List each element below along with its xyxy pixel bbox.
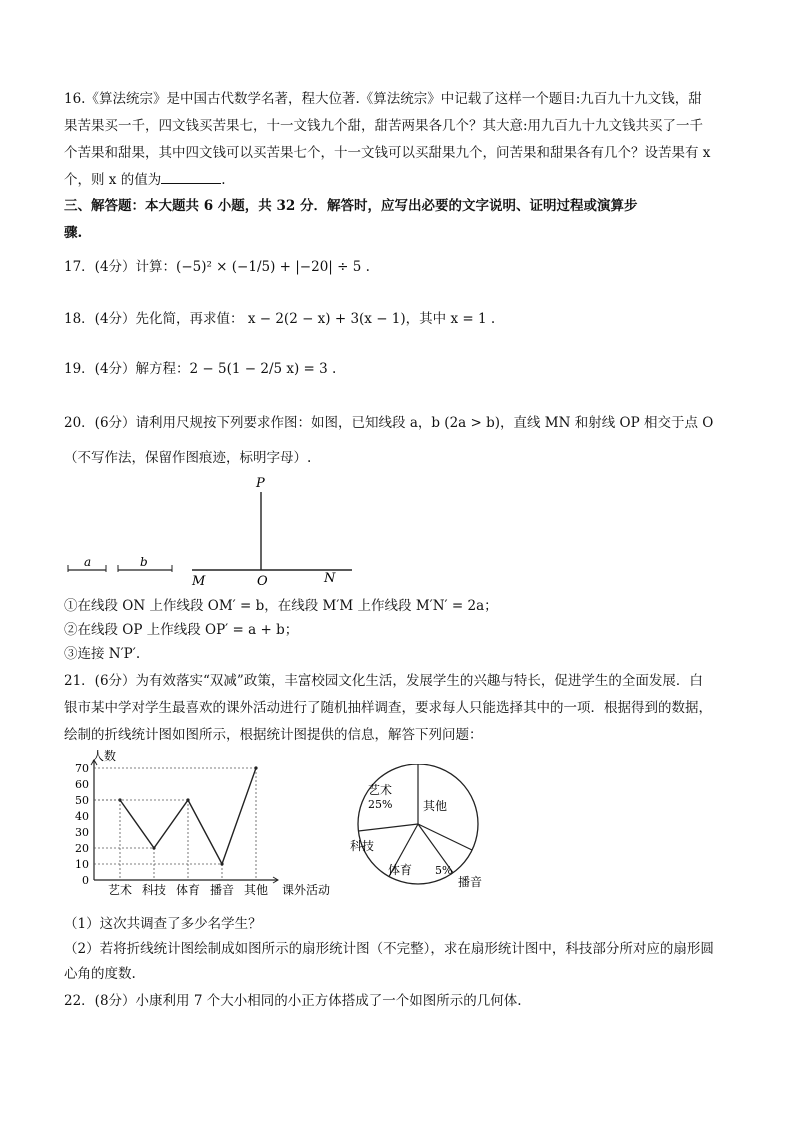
q20-steps (64, 594, 744, 666)
pie-divider (358, 824, 418, 831)
q21-sub2-line2: 心角的度数. (64, 966, 136, 982)
y-tick-label: 50 (75, 794, 89, 807)
question-17 (64, 254, 744, 281)
q21-sub2-line1: （2）若将折线统计图绘制成如图所示的扇形统计图（不完整），求在扇形统计图中，科技部分所对应的扇形圆 (64, 941, 714, 957)
q16-line3: 个苦果和甜果，其中四文钱可以买苦果七个，十一文钱可以买甜果九个，问苦果和甜果各有几个？设苦果有 x (64, 145, 711, 161)
q17-expression: (−5)² × (−1/5) + |−20| ÷ 5 . (176, 259, 370, 275)
y-axis-label: 人数 (92, 749, 117, 763)
y-tick-label: 60 (75, 778, 89, 791)
q20-step3: ③连接 N′P′. (64, 646, 141, 662)
x-tick-label: 播音 (209, 883, 235, 897)
question-22: 22．(8分）小康利用 7 个大小相同的小正方体搭成了一个如图所示的几何体. (64, 993, 522, 1009)
question-18: 18．(4分）先化简，再求值： x − 2(2 − x) + 3(x − 1)，其中 x = 1 . (64, 311, 496, 327)
y-tick-label: 30 (75, 826, 89, 839)
question-21 (64, 668, 744, 749)
q19-expression: 2 − 5(1 − 2/5 x) = 3 . (189, 361, 337, 377)
pie-value-broadcast: 5% (435, 864, 453, 877)
pie-divider (418, 824, 472, 850)
q16-line1: 16.《算法统宗》是中国古代数学名著，程大位著.《算法统宗》中记载了这样一个题目:九百九十九文钱，甜 (64, 91, 702, 107)
x-tick-label: 体育 (175, 883, 201, 897)
q16-line4: 个，则 x 的值为 . (64, 167, 744, 194)
q20-line1: 20．(6分）请利用尺规按下列要求作图：如图，已知线段 a，b (2a > b)，直线 MN 和射线 OP 相交于点 O (64, 415, 714, 431)
y-tick-label: 10 (75, 858, 89, 871)
q16-line2: 果苦果买一千，四文钱买苦果七，十一文钱九个甜，甜苦两果各几个？其大意:用九百九十九文钱共买了一千 (64, 118, 704, 134)
q17-prefix: 17．(4分）计算： (64, 259, 177, 275)
label-N: N (324, 571, 336, 586)
q20-line2: （不写作法，保留作图痕迹，标明字母）. (64, 450, 312, 466)
x-tick-label: 科技 (141, 883, 167, 897)
pie-label-tech: 科技 (350, 839, 375, 853)
q21-line1: 21．(6分）为有效落实“双减”政策，丰富校园文化生活，发展学生的兴趣与特长，促进学生的全面发展．白 (64, 673, 703, 689)
y-tick-label: 40 (75, 810, 89, 823)
label-O: O (257, 574, 268, 589)
x-axis-label: 课外活动 (282, 883, 331, 897)
question-19 (64, 356, 744, 383)
q20-step2: ②在线段 OP 上作线段 OP′ = a + b； (64, 622, 299, 638)
label-P: P (256, 476, 265, 491)
y-tick-label: 70 (75, 762, 89, 775)
label-b: b (140, 555, 148, 569)
pie-label-sport: 体育 (388, 863, 413, 877)
label-a: a (84, 555, 92, 569)
pie-label-broadcast: 播音 (458, 875, 483, 889)
line-chart (60, 748, 350, 900)
q21-line3: 绘制的折线统计图如图所示，根据统计图提供的信息，解答下列问题： (64, 727, 483, 743)
section-3-heading (64, 193, 744, 247)
y-tick-label: 0 (82, 874, 89, 887)
x-tick-label: 艺术 (107, 883, 133, 897)
q21-subquestions (64, 912, 744, 987)
q21-sub1: （1）这次共调查了多少名学生？ (64, 916, 262, 932)
label-M: M (192, 574, 206, 589)
q19-prefix: 19．(4分）解方程： (64, 361, 190, 377)
q21-line2: 银市某中学对学生最喜欢的课外活动进行了随机抽样调查，要求每人只能选择其中的一项．根据得到的数据， (64, 700, 712, 716)
x-tick-label: 其他 (243, 883, 269, 897)
pie-label-other: 其他 (423, 799, 448, 813)
question-16 (64, 86, 744, 194)
pie-label-art: 艺术 (368, 783, 393, 797)
y-tick-label: 20 (75, 842, 89, 855)
pie-chart (338, 764, 498, 894)
section3-line2: 骤. (64, 225, 83, 241)
q20-step1: ①在线段 ON 上作线段 OM′ = b，在线段 M′M 上作线段 M′N′ = 2a； (64, 598, 498, 614)
section3-line1: 三、解答题：本大题共 6 小题，共 32 分．解答时，应写出必要的文字说明、证明过程或演算步 (64, 198, 638, 214)
question-20 (64, 410, 744, 472)
pie-value-art: 25% (368, 798, 393, 811)
q20-figure (60, 474, 380, 590)
answer-blank[interactable] (161, 169, 221, 184)
